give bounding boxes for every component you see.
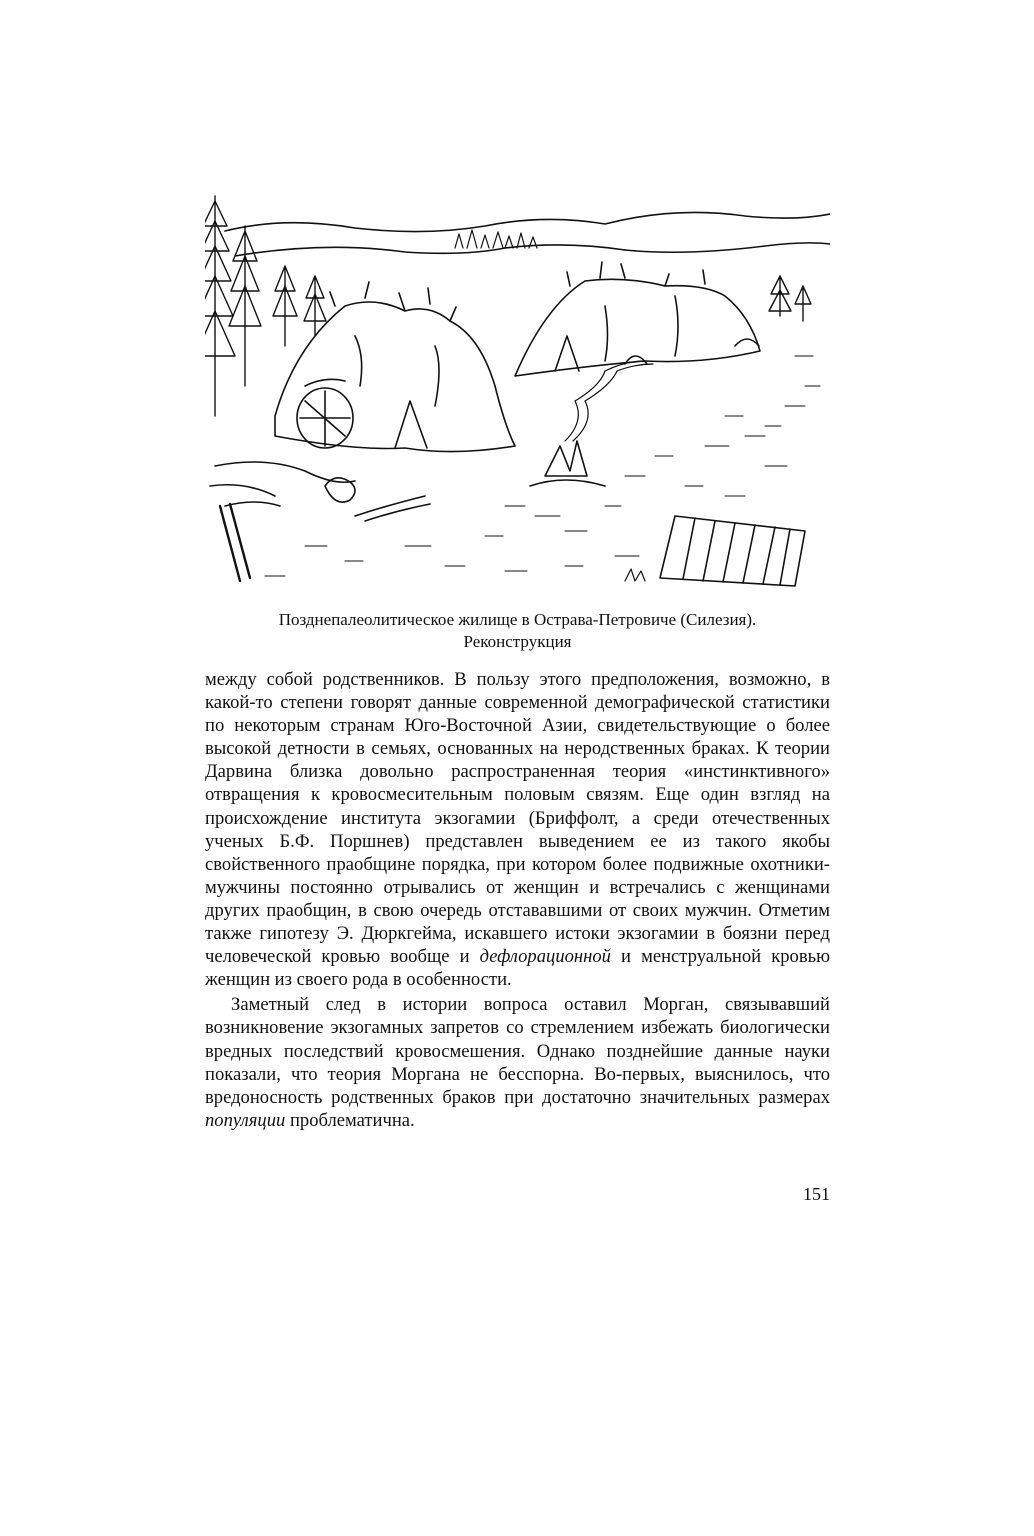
paragraph-1 [205,668,830,991]
paragraph-2 [205,993,830,1132]
paragraph-2-part-2: проблематична. [285,1109,415,1131]
page-number: 151 [803,1184,830,1204]
paragraph-2-part-1: Заметный след в истории вопроса оставил Морган, связывавший возникновение экзогамных запретов со стремлением избежать биологически вредных последствий кровосмешения. Однако позднейшие данные науки показали, что теория Моргана не бесспорна. Во-первых, выяснилось, что вредоносность родственных браков при достаточно значительных размерах [205,994,830,1108]
paragraph-1-part-1: между собой родственников. В пользу этого предположения, возможно, в какой-то степени говорят данные современной демографической статистики по некоторым странам Юго-Восточной Азии, свидетельствующие о более высокой детности в семьях, основанных на неродственных браках. К теории Дарвина близка довольно распространенная теория «инстинктивного» отвращения к кровосмесительным половым связям. Еще один взгляд на происхождение института экзогамии (Бриффолт, а среди отечественных ученых Б.Ф. Поршнев) представлен выведением ее из такого якобы свойственного праобщине порядка, при котором более подвижные охотники-мужчины постоянно отрывались от женщин и встречались с женщинами других праобщин, в свою очередь отстававшими от своих мужчин. Отметим также гипотезу Э. Дюркгейма, искавшего истоки экзогамии в боязни перед человеческой кровью вообще и [205,669,830,968]
body-text [205,668,830,1132]
caption-line-2: Реконструкция [463,632,572,651]
paragraph-1-italic: дефлорационной [479,946,611,968]
paragraph-2-italic: популяции [205,1109,286,1131]
paragraph-1-part-2: и менструальной кровью женщин из своего рода в особенности. [205,946,830,991]
dwelling-illustration [205,186,830,594]
figure-caption [205,609,830,653]
caption-line-1: Позднепалеолитическое жилище в Острава-Петровиче (Силезия). [278,610,757,629]
